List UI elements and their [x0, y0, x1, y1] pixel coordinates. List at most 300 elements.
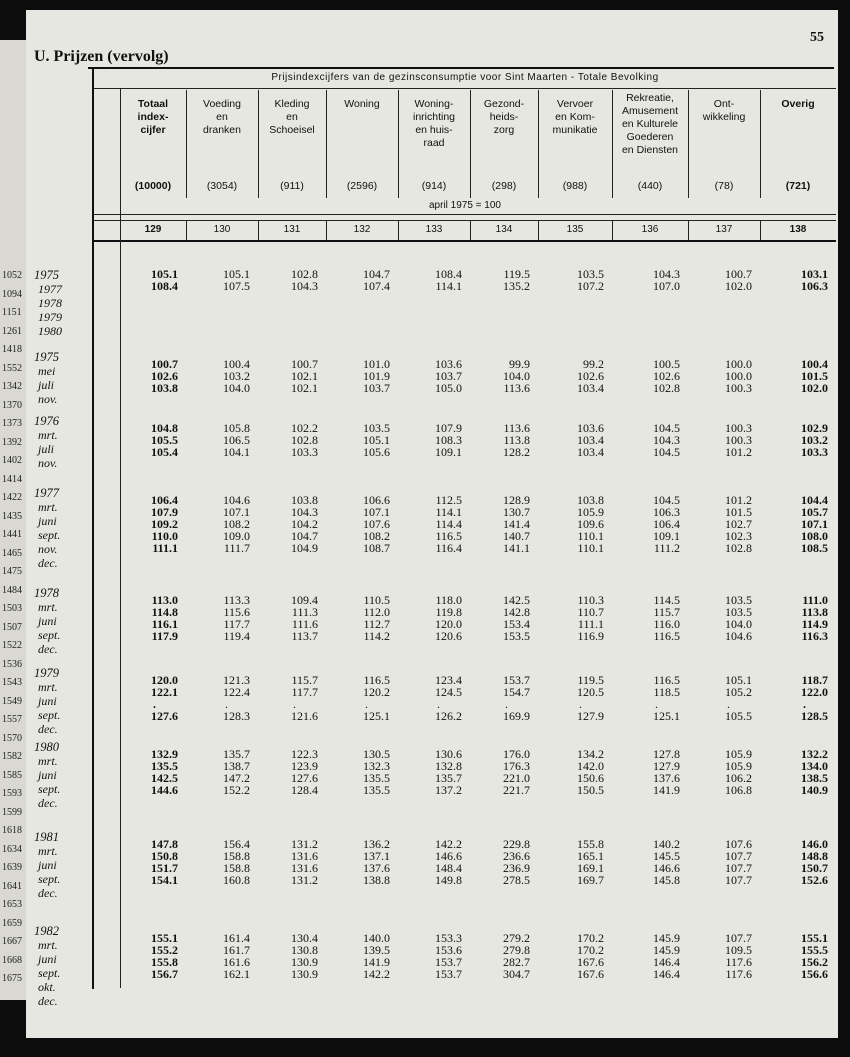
value: 153.6 [435, 943, 462, 957]
value: 107.2 [577, 279, 604, 293]
margin-number: 1641 [2, 880, 22, 892]
value: 139.5 [363, 943, 390, 957]
period-label [34, 350, 92, 406]
value: 146.4 [653, 967, 680, 981]
value: 146.4 [653, 955, 680, 969]
margin-number: 1435 [2, 510, 22, 522]
period-label [34, 924, 92, 1008]
value-cell [692, 268, 752, 292]
period-label-line: sept. [38, 782, 61, 796]
column-divider [470, 90, 471, 198]
column-header [612, 90, 688, 198]
value: 102.8 [291, 433, 318, 447]
value: 158.8 [223, 861, 250, 875]
value: 107.1 [801, 517, 828, 531]
value: 107.9 [435, 421, 462, 435]
margin-number: 1659 [2, 917, 22, 929]
value: 170.2 [577, 931, 604, 945]
value: 117.7 [291, 685, 318, 699]
value: 131.2 [291, 873, 318, 887]
value: 106.5 [223, 433, 250, 447]
period-label-line: mei [38, 364, 56, 378]
value: 155.2 [151, 943, 178, 957]
value: 155.5 [801, 943, 828, 957]
value: 102.6 [577, 369, 604, 383]
margin-number: 1549 [2, 695, 22, 707]
value-cell [544, 932, 604, 980]
value: 151.7 [151, 861, 178, 875]
value: 140.2 [653, 837, 680, 851]
value-cell [768, 494, 828, 554]
value: 116.3 [801, 629, 828, 643]
column-weight: (988) [562, 180, 588, 192]
column-divider [760, 90, 761, 198]
column-header [398, 90, 470, 198]
value: 108.2 [363, 529, 390, 543]
value: 107.1 [223, 505, 250, 519]
value-cell [402, 358, 462, 394]
value: 140.7 [503, 529, 530, 543]
column-header [120, 90, 186, 198]
value: 101.2 [725, 445, 752, 459]
value: 127.9 [653, 759, 680, 773]
margin-number: 1543 [2, 677, 22, 688]
period-label-line: dec. [38, 556, 58, 570]
value: 130.9 [291, 955, 318, 969]
value: 100.3 [725, 433, 752, 447]
value: 221.7 [503, 783, 530, 797]
value-cell [620, 494, 680, 554]
margin-number: 1342 [2, 381, 22, 392]
value-cell [118, 268, 178, 292]
value: 130.7 [503, 505, 530, 519]
column-weight: (2596) [346, 180, 378, 192]
value: 156.7 [151, 967, 178, 981]
column-name: Kleding en Schoeisel [269, 98, 315, 136]
value: 100.7 [291, 357, 318, 371]
value: 176.3 [503, 759, 530, 773]
margin-number: 1422 [2, 492, 22, 503]
value: 148.4 [435, 861, 462, 875]
column-divider [398, 90, 399, 198]
value: 103.7 [435, 369, 462, 383]
value: 107.7 [725, 873, 752, 887]
value: 103.1 [801, 267, 828, 281]
value: 122.4 [223, 685, 250, 699]
value: 109.1 [653, 529, 680, 543]
value: 138.7 [223, 759, 250, 773]
column-name: Ont- wikkeling [702, 98, 746, 123]
value: 116.5 [653, 629, 680, 643]
period-label-line: 1976 [34, 414, 59, 428]
value: 170.2 [577, 943, 604, 957]
value: 169.7 [577, 873, 604, 887]
value: 105.1 [725, 673, 752, 687]
margin-number: 1094 [2, 288, 22, 300]
value: 127.6 [291, 771, 318, 785]
value-cell [620, 594, 680, 642]
value: . [365, 697, 368, 711]
value: 103.5 [577, 267, 604, 281]
value: 134.0 [801, 759, 828, 773]
value: 120.0 [435, 617, 462, 631]
value: 105.7 [801, 505, 828, 519]
value: 132.2 [801, 747, 828, 761]
value: 126.2 [435, 709, 462, 723]
period-label [34, 666, 92, 736]
value-cell [118, 932, 178, 980]
column-name: Vervoer en Kom- munikatie [552, 98, 598, 136]
value: 167.6 [577, 955, 604, 969]
value: 109.5 [725, 943, 752, 957]
margin-number: 1507 [2, 621, 22, 633]
period-label-line: sept. [38, 528, 61, 542]
value: 106.2 [725, 771, 752, 785]
value: 119.5 [577, 673, 604, 687]
value: 105.1 [151, 267, 178, 281]
value: 130.5 [363, 747, 390, 761]
value: 124.5 [435, 685, 462, 699]
value: 138.8 [363, 873, 390, 887]
value: 120.5 [577, 685, 604, 699]
value: 113.6 [503, 381, 530, 395]
column-code: 132 [353, 224, 371, 235]
column-code: 133 [425, 224, 443, 235]
period-label-line: 1978 [34, 586, 59, 600]
value: 103.3 [291, 445, 318, 459]
value: 112.0 [363, 605, 390, 619]
value-cell [258, 674, 318, 722]
column-divider [470, 220, 471, 240]
value: 128.9 [503, 493, 530, 507]
margin-number: 1557 [2, 714, 22, 725]
value-cell [470, 494, 530, 554]
value: 147.2 [223, 771, 250, 785]
value: 108.5 [801, 541, 828, 555]
value: 102.9 [801, 421, 828, 435]
value: 147.8 [151, 837, 178, 851]
value-cell [544, 748, 604, 796]
value: 102.6 [653, 369, 680, 383]
value: 114.2 [363, 629, 390, 643]
value: 104.3 [291, 279, 318, 293]
column-divider [612, 90, 613, 198]
value-cell [692, 932, 752, 980]
margin-number: 1151 [2, 307, 22, 318]
margin-number: 1052 [2, 270, 22, 281]
value: 131.6 [291, 849, 318, 863]
value: 104.4 [801, 493, 828, 507]
period-label-line: nov. [38, 456, 58, 470]
value-cell [190, 358, 250, 394]
value: 137.6 [653, 771, 680, 785]
value: 156.4 [223, 837, 250, 851]
value: 115.6 [223, 605, 250, 619]
column-divider [760, 220, 761, 240]
column-divider [612, 220, 613, 240]
value: 144.6 [151, 783, 178, 797]
value: 236.6 [503, 849, 530, 863]
value-cell [330, 674, 390, 722]
value: 101.5 [801, 369, 828, 383]
value: 100.0 [725, 357, 752, 371]
period-label-line: nov. [38, 392, 58, 406]
column-name: Voeding en dranken [203, 98, 241, 136]
value: 117.7 [223, 617, 250, 631]
value: 155.8 [151, 955, 178, 969]
column-weight: (10000) [134, 180, 172, 192]
value: 132.8 [435, 759, 462, 773]
value-cell [768, 422, 828, 458]
period-label-line: 1975 [34, 268, 59, 282]
value: 105.5 [725, 709, 752, 723]
value: 105.9 [725, 759, 752, 773]
value-cell [692, 838, 752, 886]
period-label-line: mrt. [38, 680, 58, 694]
column-divider [326, 90, 327, 198]
value: 114.9 [801, 617, 828, 631]
value: 153.4 [503, 617, 530, 631]
value-cell [190, 268, 250, 292]
value: 99.9 [509, 357, 530, 371]
value: 104.3 [291, 505, 318, 519]
period-label [34, 586, 92, 656]
value-cell [470, 358, 530, 394]
value-cell [544, 494, 604, 554]
value: 146.6 [435, 849, 462, 863]
value: 149.8 [435, 873, 462, 887]
value: 137.1 [363, 849, 390, 863]
value: 99.2 [583, 357, 604, 371]
value: 153.5 [503, 629, 530, 643]
value: 156.2 [801, 955, 828, 969]
column-weight: (911) [280, 180, 304, 192]
value: 119.8 [435, 605, 462, 619]
column-name: Woning- inrichting en huis- raad [412, 98, 456, 149]
margin-number: 1402 [2, 455, 22, 466]
value: 104.8 [151, 421, 178, 435]
value: 106.4 [151, 493, 178, 507]
value: 141.9 [363, 955, 390, 969]
value: 116.9 [577, 629, 604, 643]
value: 103.7 [363, 381, 390, 395]
value: 108.0 [801, 529, 828, 543]
column-divider [538, 90, 539, 198]
column-weight: (78) [714, 180, 734, 192]
value: 106.6 [363, 493, 390, 507]
column-divider [688, 220, 689, 240]
margin-number: 1593 [2, 788, 22, 799]
period-label-line: nov. [38, 542, 58, 556]
value-cell [330, 422, 390, 458]
value: 107.1 [363, 505, 390, 519]
page-number: 55 [810, 30, 824, 45]
period-label [34, 830, 92, 900]
value: 165.1 [577, 849, 604, 863]
value-cell [190, 748, 250, 796]
value: 155.1 [151, 931, 178, 945]
margin-number: 1653 [2, 899, 22, 910]
value: 153.7 [435, 955, 462, 969]
value-cell [330, 932, 390, 980]
value: 130.4 [291, 931, 318, 945]
value: 142.5 [151, 771, 178, 785]
value: 121.3 [223, 673, 250, 687]
value: 110.0 [151, 529, 178, 543]
value: 127.9 [577, 709, 604, 723]
value: 120.0 [151, 673, 178, 687]
value: 101.0 [363, 357, 390, 371]
value: 146.6 [653, 861, 680, 875]
margin-number: 1261 [2, 325, 22, 337]
value-cell [190, 838, 250, 886]
value: 128.3 [223, 709, 250, 723]
value: 104.7 [363, 267, 390, 281]
value-cell [258, 748, 318, 796]
value: 134.2 [577, 747, 604, 761]
period-label-line: mrt. [38, 500, 58, 514]
period-label-line: 1975 [34, 350, 59, 364]
value: 103.5 [725, 593, 752, 607]
value: 135.7 [223, 747, 250, 761]
value: 152.6 [801, 873, 828, 887]
column-name: Totaal index- cijfer [137, 98, 169, 136]
period-label-line: 1982 [34, 924, 59, 938]
value: 107.7 [725, 861, 752, 875]
value: 117.6 [725, 955, 752, 969]
column-divider [186, 90, 187, 198]
column-code: 137 [715, 224, 733, 235]
value: 108.7 [363, 541, 390, 555]
value: 109.6 [577, 517, 604, 531]
value: 119.4 [223, 629, 250, 643]
value: 114.5 [653, 593, 680, 607]
period-label-line: 1979 [38, 310, 62, 324]
value: 132.9 [151, 747, 178, 761]
value: 104.1 [223, 445, 250, 459]
value: 128.5 [801, 709, 828, 723]
value: 104.5 [653, 493, 680, 507]
value: 104.0 [223, 381, 250, 395]
margin-number: 1582 [2, 751, 22, 762]
margin-number: 1552 [2, 362, 22, 374]
value: 102.1 [291, 369, 318, 383]
column-code: 136 [641, 224, 659, 235]
value: 117.9 [151, 629, 178, 643]
period-label [34, 486, 92, 570]
value: 118.7 [801, 673, 828, 687]
value: 110.1 [577, 529, 604, 543]
value-cell [470, 838, 530, 886]
value: 176.0 [503, 747, 530, 761]
value-cell [402, 594, 462, 642]
column-header [326, 90, 398, 198]
margin-number: 1668 [2, 954, 22, 966]
value: 161.6 [223, 955, 250, 969]
value: 103.5 [725, 605, 752, 619]
value: 107.5 [223, 279, 250, 293]
value: 104.5 [653, 445, 680, 459]
price-index-table [92, 68, 836, 989]
value-cell [768, 594, 828, 642]
value: 135.5 [363, 783, 390, 797]
value: 160.8 [223, 873, 250, 887]
value: 142.8 [503, 605, 530, 619]
value: 100.4 [801, 357, 828, 371]
value: 236.9 [503, 861, 530, 875]
value: 105.9 [577, 505, 604, 519]
value: 105.2 [725, 685, 752, 699]
value: 109.2 [151, 517, 178, 531]
value-cell [258, 358, 318, 394]
value: 105.5 [151, 433, 178, 447]
period-label-line: 1978 [38, 296, 62, 310]
value-cell [258, 594, 318, 642]
value: 278.5 [503, 873, 530, 887]
value-cell [402, 494, 462, 554]
value: 135.5 [363, 771, 390, 785]
value-cell [768, 932, 828, 980]
period-label-line: juni [38, 694, 57, 708]
value: 109.4 [291, 593, 318, 607]
column-weight: (721) [785, 180, 811, 192]
column-divider [258, 90, 259, 198]
value: 113.8 [801, 605, 828, 619]
value: 130.9 [291, 967, 318, 981]
margin-number: 1618 [2, 825, 22, 836]
value: 142.2 [363, 967, 390, 981]
table-title: Prijsindexcijfers van de gezinsconsumptie voor Sint Maarten - Totale Bevolking [271, 72, 659, 83]
value: 114.4 [435, 517, 462, 531]
value: . [579, 697, 582, 711]
value: 108.2 [223, 517, 250, 531]
value: 115.7 [291, 673, 318, 687]
period-label-line: dec. [38, 722, 58, 736]
period-label-line: mrt. [38, 600, 58, 614]
value-cell [402, 838, 462, 886]
value-cell [692, 748, 752, 796]
period-label-line: juni [38, 952, 57, 966]
value: 156.6 [801, 967, 828, 981]
value-cell [692, 494, 752, 554]
value-cell [118, 594, 178, 642]
value: 138.5 [801, 771, 828, 785]
value: 109.0 [223, 529, 250, 543]
column-header [538, 90, 612, 198]
value: 104.3 [653, 433, 680, 447]
value: 123.4 [435, 673, 462, 687]
value: 103.8 [291, 493, 318, 507]
value: 106.3 [653, 505, 680, 519]
period-label-line: 1981 [34, 830, 59, 844]
value: 154.1 [151, 873, 178, 887]
value: 118.5 [653, 685, 680, 699]
value: 153.7 [435, 967, 462, 981]
value: 169.1 [577, 861, 604, 875]
margin-number: 1441 [2, 529, 22, 540]
value: 102.8 [653, 381, 680, 395]
value-cell [190, 594, 250, 642]
value-cell [402, 674, 462, 722]
value: 112.7 [363, 617, 390, 631]
period-label-line: 1980 [34, 740, 59, 754]
value: . [437, 697, 440, 711]
value: 116.1 [151, 617, 178, 631]
margin-number: 1522 [2, 640, 22, 651]
value-cell [470, 932, 530, 980]
value: . [803, 697, 806, 711]
period-label-line: mrt. [38, 938, 58, 952]
